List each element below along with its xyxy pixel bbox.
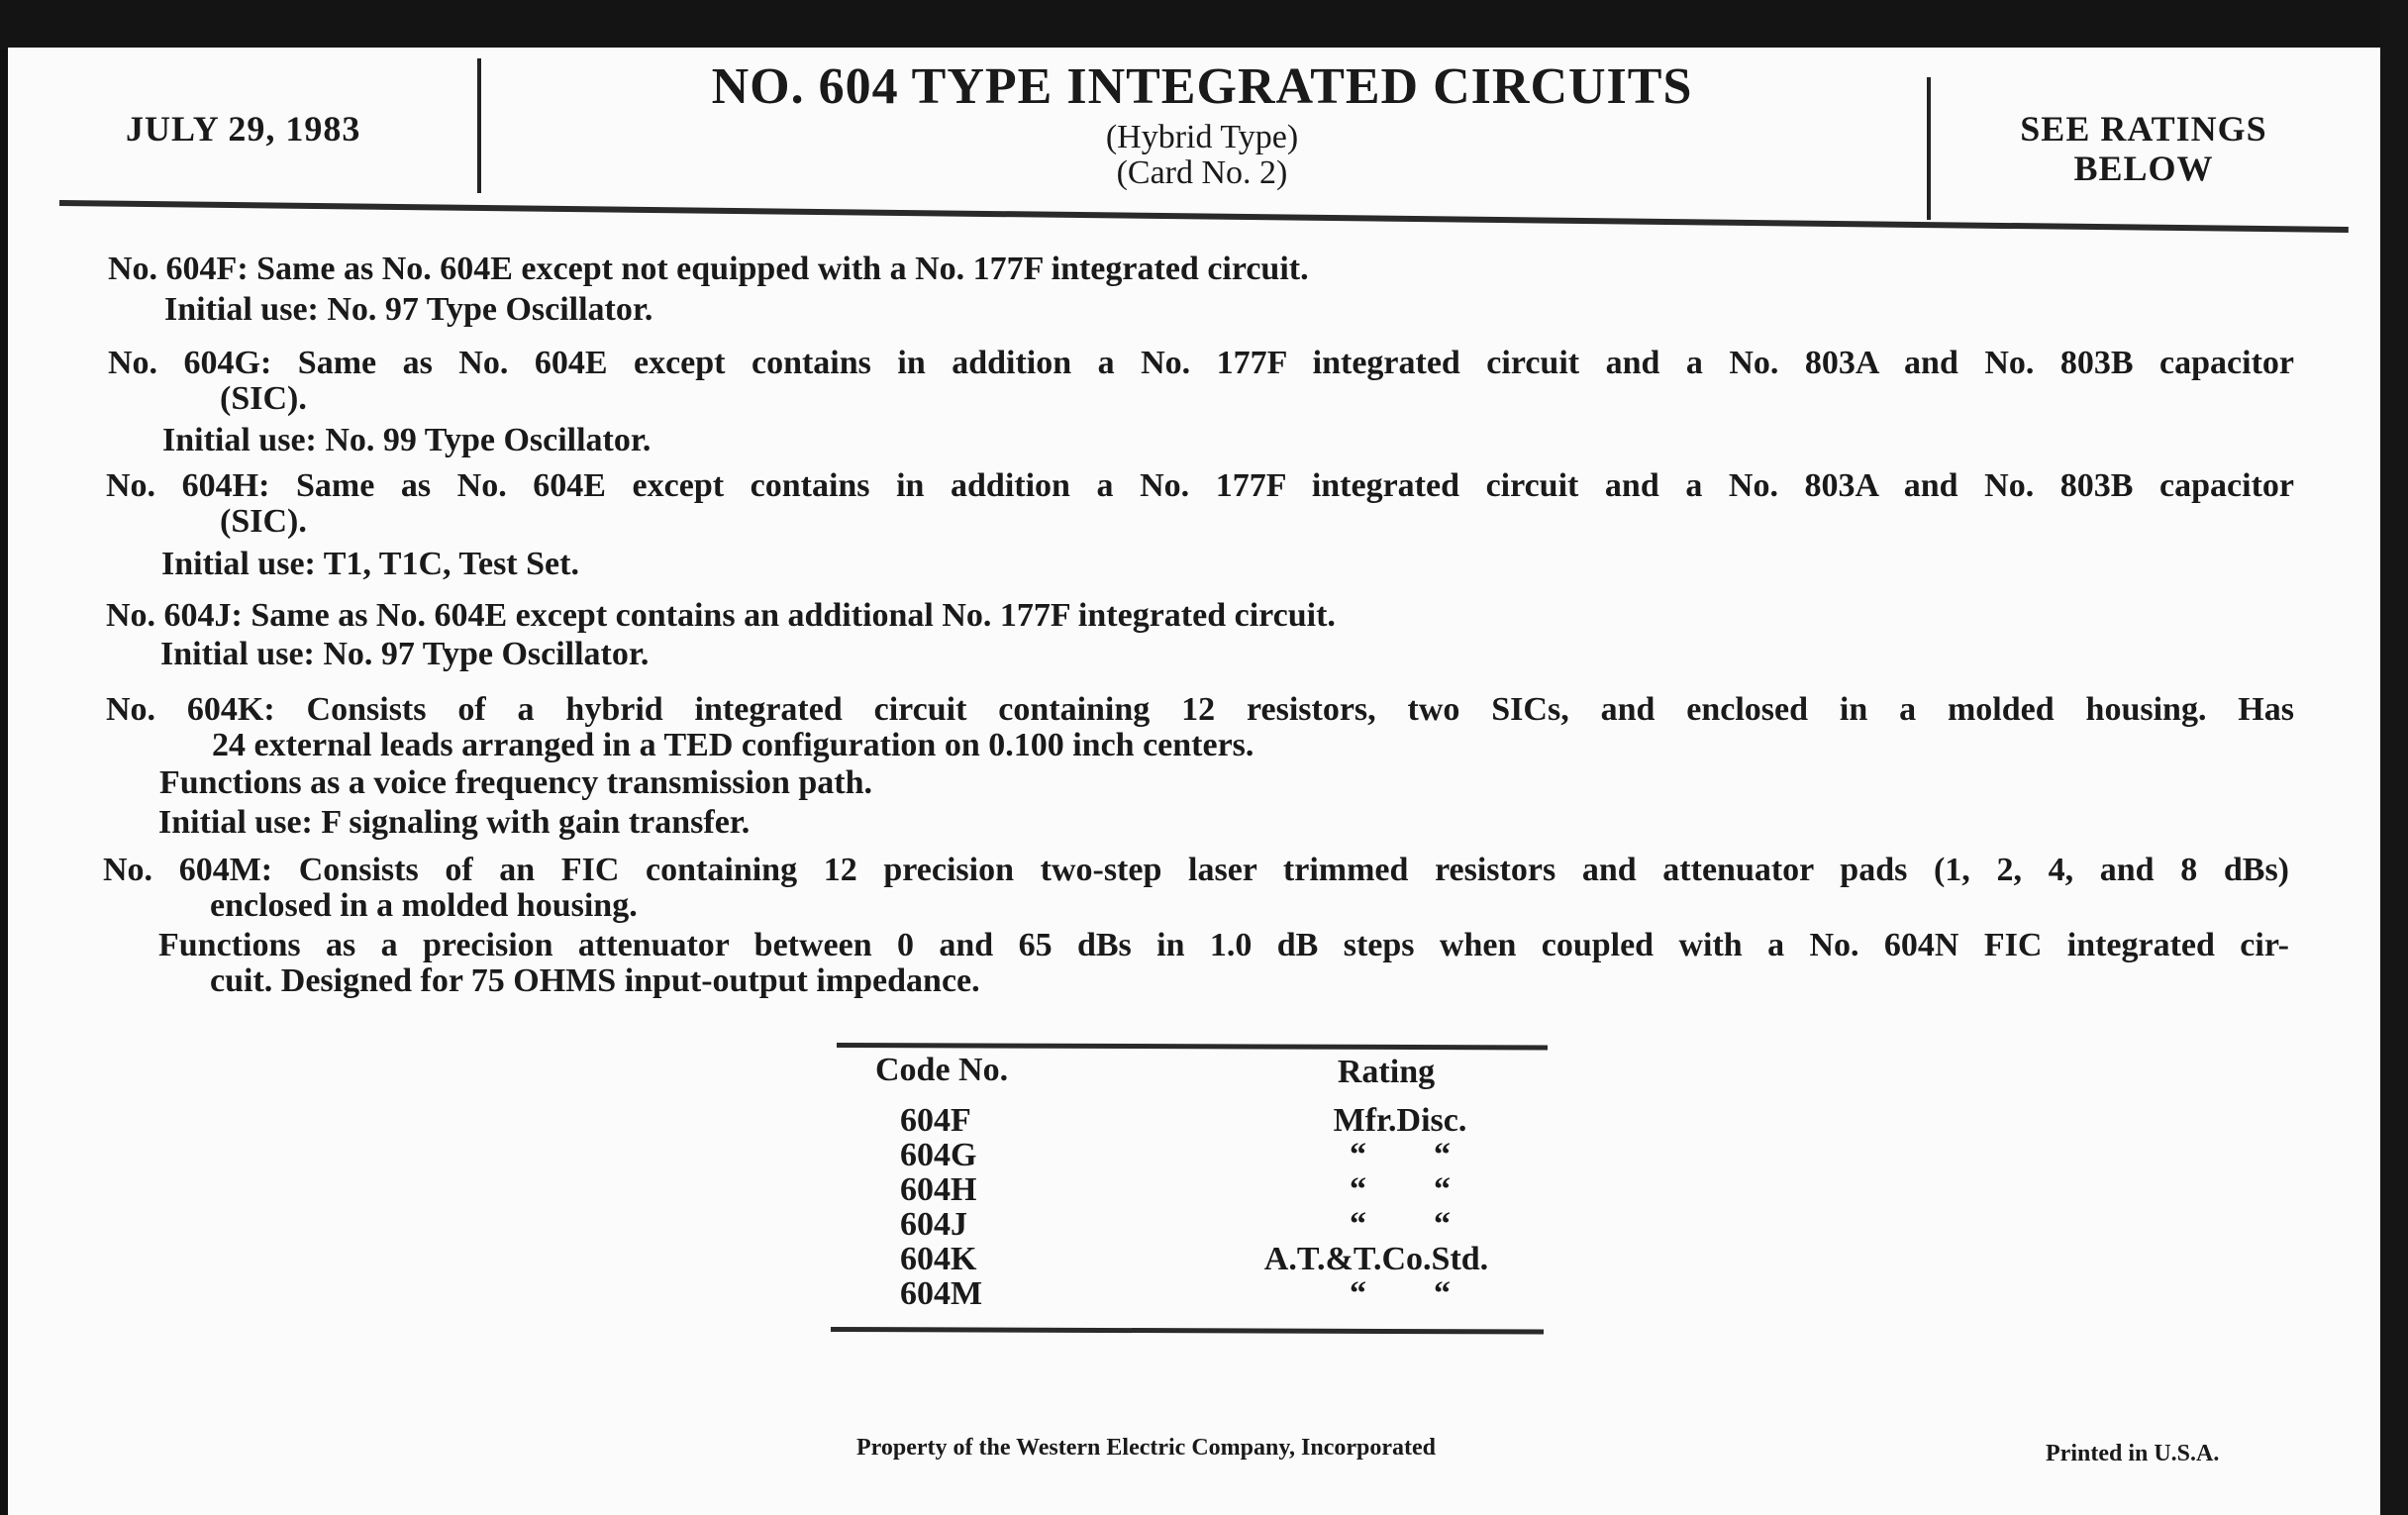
- code-cell: 604G: [900, 1137, 977, 1173]
- table-header-rating: Rating: [1337, 1054, 1436, 1090]
- entry-604f-line: No. 604F: Same as No. 604E except not equipped with a No. 177F integrated circuit.: [108, 251, 1309, 287]
- entry-604h-line: No. 604H: Same as No. 604E except contains in addition a No. 177F integrated circuit and a No. 803A and No. 803B capacitor: [106, 469, 2294, 503]
- rating-cell: Mfr.Disc.: [1333, 1102, 1467, 1139]
- entry-604k-line: No. 604K: Consists of a hybrid integrated circuit containing 12 resistors, two SICs, and enclosed in a molded housing. Has: [106, 693, 2294, 727]
- entry-604m-line: No. 604M: Consists of an FIC containing 12 precision two-step laser trimmed resistors and attenuator pads (1, 2, 4, and 8 dBs): [103, 854, 2289, 887]
- printed-in-usa: Printed in U.S.A.: [2046, 1441, 2220, 1466]
- subtitle-hybrid-type: (Hybrid Type): [1105, 119, 1299, 155]
- entry-604m-line-cont: enclosed in a molded housing.: [210, 887, 638, 924]
- ratings-note-line1: SEE RATINGS: [2020, 109, 2267, 149]
- rating-cell: “ “: [1350, 1171, 1451, 1208]
- entry-604j-initial-use: Initial use: No. 97 Type Oscillator.: [160, 636, 650, 672]
- code-cell: 604K: [900, 1241, 977, 1277]
- table-header-code: Code No.: [875, 1052, 1009, 1088]
- entry-604k-line-cont: 24 external leads arranged in a TED configuration on 0.100 inch centers.: [212, 727, 1254, 763]
- code-cell: 604F: [900, 1102, 971, 1139]
- entry-604h-line-cont: (SIC).: [220, 503, 307, 540]
- entry-604g-line: No. 604G: Same as No. 604E except contains in addition a No. 177F integrated circuit and a No. 803A and No. 803B capacitor: [108, 347, 2294, 380]
- entry-604k-function: Functions as a voice frequency transmission path.: [159, 764, 873, 801]
- entry-604h-initial-use: Initial use: T1, T1C, Test Set.: [161, 546, 579, 582]
- rating-cell: “ “: [1350, 1275, 1451, 1312]
- entry-604g-line-cont: (SIC).: [220, 380, 307, 417]
- rating-cell: “ “: [1350, 1206, 1451, 1243]
- subtitle-card-number: (Card No. 2): [1116, 154, 1288, 191]
- entry-604m-function: Functions as a precision attenuator between 0 and 65 dBs in 1.0 dB steps when coupled with a No. 604N FIC integrated cir-: [158, 929, 2289, 962]
- code-cell: 604H: [900, 1171, 977, 1208]
- entry-604j-line: No. 604J: Same as No. 604E except contains an additional No. 177F integrated circuit.: [106, 597, 1336, 634]
- scan-right-border: [2380, 0, 2408, 1515]
- rating-cell: A.T.&T.Co.Std.: [1263, 1241, 1489, 1277]
- code-cell: 604M: [900, 1275, 983, 1312]
- entry-604g-initial-use: Initial use: No. 99 Type Oscillator.: [162, 422, 652, 458]
- scan-top-border: [0, 0, 2408, 50]
- header-divider-right: [1927, 77, 1931, 220]
- entry-604f-initial-use: Initial use: No. 97 Type Oscillator.: [164, 291, 653, 328]
- entry-604m-function-cont: cuit. Designed for 75 OHMS input-output impedance.: [210, 962, 980, 999]
- ratings-note-line2: BELOW: [2073, 149, 2214, 188]
- entry-604k-initial-use: Initial use: F signaling with gain transfer.: [158, 804, 751, 841]
- code-cell: 604J: [900, 1206, 967, 1243]
- issue-date: JULY 29, 1983: [126, 109, 361, 149]
- property-notice: Property of the Western Electric Company, Incorporated: [856, 1435, 1437, 1461]
- rating-cell: “ “: [1350, 1137, 1451, 1173]
- page-title: NO. 604 TYPE INTEGRATED CIRCUITS: [711, 58, 1693, 115]
